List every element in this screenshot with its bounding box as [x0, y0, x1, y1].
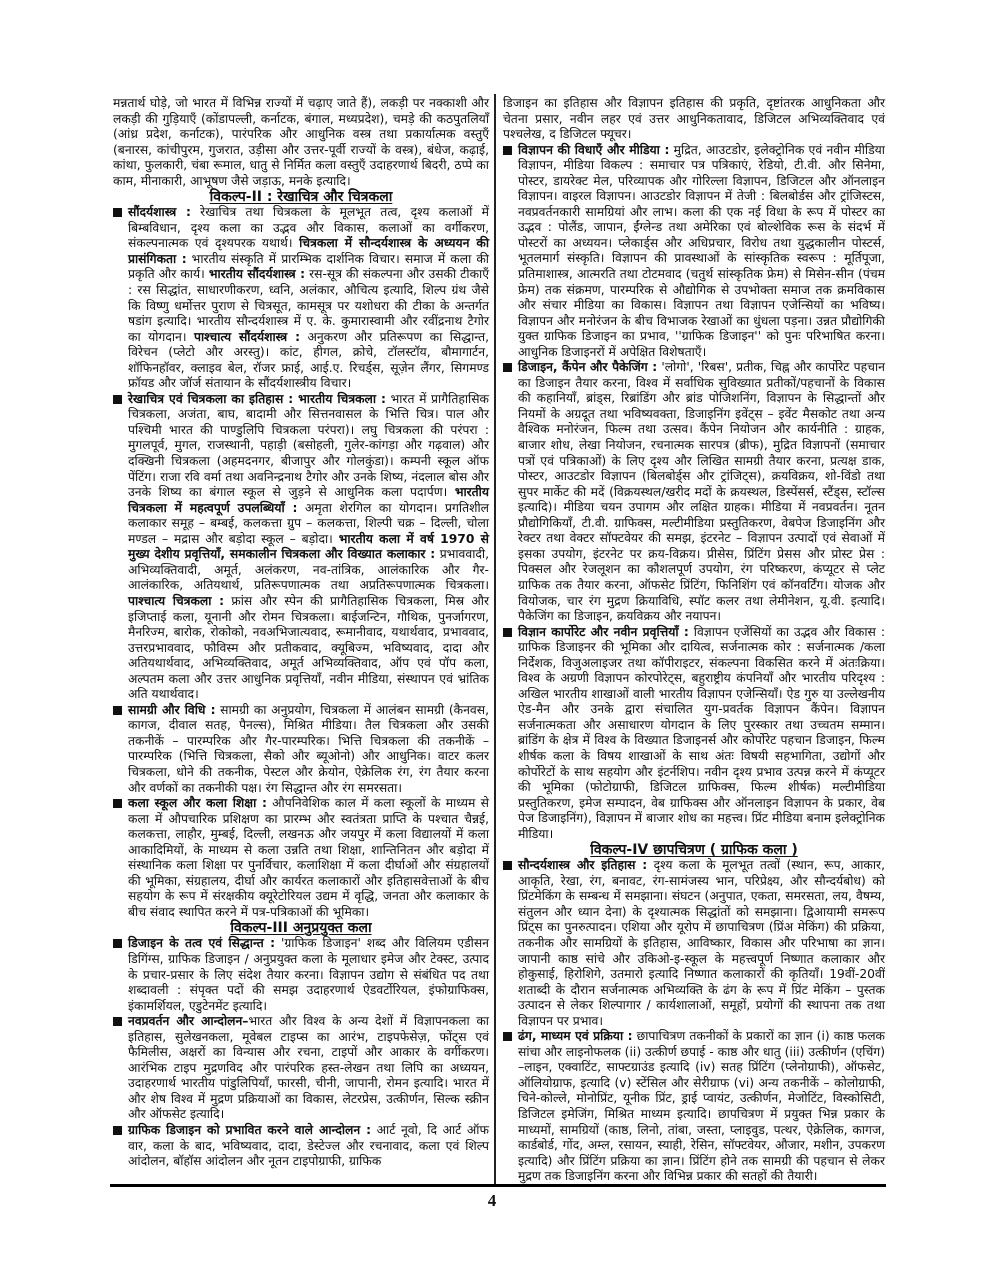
- bullet-item: [113, 1123, 489, 1170]
- bold-topic-label: डिजाइन, कैंपेन और पैकेजिंग :: [518, 360, 658, 375]
- body-text: सामग्री का अनुप्रयोग, चित्रकला में आलंबन सामग्री (कैनवस, कागज, दीवाल सतह, पैनल्स), मिश्रित मीडिया। तैल चित्रकला और उसकी तकनीकें – पारम्परिक और गैर-पारम्परिक। भित्ति चित्रकला की तकनीकें – पारम्परिक (भित्ति चित्रकला, सैको और ब्यूओनो) और आधुनिक। वाटर कलर चित्रकला, धोने की तकनीक, पेस्टल और क्रेयोन, ऐक्रेलिक रंग, रंग तैयार करना और वर्णकों का तकनीकी पक्ष। रंग सिद्धान्त और रंग समरसता।: [128, 702, 489, 795]
- body-text: मन्नतार्थ घोड़े, जो भारत में विभिन्न राज्यों में चढ़ाए जाते हैं), लकड़ी पर नक्काशी और लकड़ी की गुड़ियाएँ (कोंडापल्ली, कर्नाटक, बंगाल, मध्यप्रदेश), चमड़े की कठपुतलियाँ (आंध्र प्रदेश, कर्नाटक), पारंपरिक और आधुनिक वस्त्र तथा प्रकार्यात्मक वस्तुएँ (बनारस, कांचीपुरम, गुजरात, उड़ीसा और उत्तर-पूर्वी राज्यों के वस्त्र), बंधेज, कढ़ाई, कांथा, फुलकारी, चंबा रूमाल, धातु से निर्मित कला वस्तुएँ उदाहरणार्थ बिदरी, ठप्पे का काम, मीनाकारी, आभूषण जैसे जड़ाऊ, मनके इत्यादि।: [113, 96, 489, 188]
- body-text: अनुकरण और प्रतिरूपण का सिद्धान्त, विरेचन (प्लेटो और अरस्तु)। कांट, हीगल, क्रोचे, टॉलस्टॉय, बौमागार्टन, शॉफिनहॉवर, क्लाइव बेल, रॉजर फ्राई, आई.ए. रिचर्ड्स, सूज़ेन लैंगर, सिगमण्ड फ्रॉयड और जॉर्ज संतायान के सौंदर्यशास्त्रीय विचार।: [128, 329, 489, 391]
- square-bullet-icon: [113, 1017, 122, 1026]
- section-heading-text: विकल्प-III अनुप्रयुक्त कला: [230, 920, 372, 937]
- body-text: विज्ञापन एजेंसियों का उद्भव और विकास : ग्राफिक डिजाइनर की भूमिका और दायित्व, सर्जनात्मक कोर : सर्जनात्मक /कला निर्देशक, विजुअलाइजर तथा कॉपीराइटर, संकल्पना विकसित करने में अंतःक्रिया। विश्व के अग्रणी विज्ञापन कोरपोरेट्स, बहुराष्ट्रीय कंपनियाँ और भारतीय परिदृश्य : अखिल भारतीय शाखाओं वाली भारतीय विज्ञापन एजेन्सियाँ। ऐड गुरु या उल्लेखनीय ऐड-मैन और उनके द्वारा संचालित युग-प्रवर्तक विज्ञापन कैंपेन। विज्ञापन सर्जनात्मकता और असाधारण योगदान के लिए पुरस्कार तथा उच्चतम सम्मान। ब्रांडिंग के क्षेत्र में विश्व के विख्यात डिजाइनर्स और कोर्पोरेट पहचान डिजाइन, फिल्म शीर्षक कला के विषय शाखाओं के साथ अंतः विषयी सहभागिता, उद्योगों और कोर्पोरेटों के साथ सहयोग और इंटर्नशिप। नवीन दृश्य प्रभाव उत्पन्न करने में कंप्यूटर की भूमिका (फोटोग्राफी, डिजिटल ग्राफिक्स, फिल्म शीर्षक) मल्टीमीडिया प्रस्तुतिकरण, इमेज सम्पादन, वेब ग्राफिक्स और ऑनलाइन विज्ञापन के प्रकार, वेब पेज डिजाइनिंग), विज्ञापन में बाजार शोध का महत्त्व। प्रिंट मीडिया बनाम इलेक्ट्रोनिक मीडिया।: [518, 624, 885, 841]
- bullet-item: [503, 858, 885, 1029]
- body-text: मुद्रित, आउटडोर, इलेक्ट्रोनिक एवं नवीन मीडिया विज्ञापन, मीडिया विकल्प : समाचार पत्र पत्रिकाएं, रेडियो, टी.वी. और सिनेमा, पोस्टर, डायरेक्ट मेल, परिव्यापक और गोरिल्ला विज्ञापन, डिजिटल और ऑनलाइन विज्ञापन। वाइरल विज्ञापन। आउटडोर विज्ञापन में तेजी : बिलबोर्डस और ट्रांजिस्टस, नवप्रवर्तनकारी सामग्रियां और लाभ। कला की एक नई विधा के रूप में पोस्टर का उद्भव : पोलैंड, जापान, ईंग्लेन्ड तथा अमेरिका एवं बोल्शेविक रूस के संदर्भ में पोस्टरों का अध्ययन। प्लेकार्ड्स और अधिप्रचार, विरोध तथा युद्धकालीन पोस्टर्स, भूतलमार्ग संस्कृति। विज्ञापन की प्रावस्थाओं के सांस्कृतिक स्वरूप : मूर्तिपूजा, प्रतिमाशास्त्र, आत्मरति तथा टोटमवाद (चतुर्थ सांस्कृतिक फ्रेम) से मिसेन-सीन (पंचम फ्रेम) तक संक्रमण, पारम्परिक से औद्योगिक से उपभोक्ता समाज तक क्रमविकास और संचार मीडिया का विकास। विज्ञापन तथा विज्ञापन एजेन्सियों का भविष्य। विज्ञापन और मनोरंजन के बीच विभाजक रेखाओं का धुंधला पड़ना। उन्नत प्रौद्योगिकी युक्त ग्राफिक डिजाइन का प्रभाव, ''ग्राफिक डिजाइन'' को पुनः परिभाषित करना। आधुनिक डिजाइनरों में अपेक्षित विशेषताएँ।: [518, 142, 885, 359]
- bullet-item: [113, 205, 489, 392]
- body-text: अमृता शेरगिल का योगदान। प्रगतिशील कलाकार समूह – बम्बई, कलकत्ता ग्रुप – कलकत्ता, शिल्पी चक्र – दिल्ली, चोला मण्डल – मद्रास और बड़ोदा स्कूल – बड़ोदा।: [128, 500, 489, 546]
- bold-topic-label: पाश्चात्य चित्रकला :: [128, 593, 224, 608]
- section-heading-text: विकल्प-IV छापचित्रण ( ग्राफिक कला ): [590, 842, 798, 859]
- bold-topic-label: भारतीय कला में वर्ष 1970 से मुख्य देशीय प्रवृत्तियाँ, समकालीन चित्रकला और विख्यात कलाकार :: [128, 531, 489, 562]
- body-text: आर्ट नूवो, दि आर्ट ऑफ वार, कला के बाद, भविष्यवाद, दादा, डेस्टेज्ल और रचनावाद, कला एवं शिल्प आंदोलन, बॉहॉस आंदोलन और नूतन टाइपोग्राफी, ग्राफिक: [128, 1123, 489, 1169]
- page-number: 4: [487, 1191, 497, 1210]
- bold-topic-label: डिजाइन के तत्व एवं सिद्धान्त :: [128, 936, 275, 951]
- bold-topic-label: नवप्रवर्तन और आन्दोलन–: [128, 1014, 249, 1029]
- square-bullet-icon: [113, 208, 122, 217]
- square-bullet-icon: [113, 706, 122, 715]
- bullet-item: [113, 936, 489, 1014]
- bullet-item: [503, 360, 885, 624]
- square-bullet-icon: [113, 395, 122, 404]
- square-bullet-icon: [113, 1126, 122, 1135]
- body-text: छापाचित्रण तकनीकों के प्रकारों का ज्ञान (i) काष्ठ फलक सांचा और लाइनोफलक (ii) उत्कीर्ण छपाई - काष्ठ और धातु (iii) उत्कीर्णन (एचिंग) –लाइन, एक्वाटिंट, साफ्टग्राउंड इत्यादि (iv) सतह प्रिंटिंग (प्लेनोग्राफी), ऑफसेट, ऑलियोग्राफ, इत्यादि (v) स्टेंसिल और सेरीग्राफ (vi) अन्य तकनीकें – कोलोग्राफी, चिने-कोल्ले, मोनोप्रिंट, यूनीक प्रिंट, ड्राई प्वायंट, उत्कीर्णन, मेजोटिंट, विस्कोसिटी, डिजिटल इमेजिंग, मिश्रित माध्यम इत्यादि। छापचित्रण में प्रयुक्त भिन्न प्रकार के माध्यमों, सामग्रियों (काष्ठ, लिनो, तांबा, जस्ता, प्लाइवुड, पत्थर, ऐक्रेलिक, कागज, कार्डबोर्ड, गोंद, अम्ल, रसायन, स्याही, रेसिन, सॉफ्टवेयर, औजार, मशीन, उपकरण इत्यादि) और प्रिंटिंग प्रक्रिया का ज्ञान। प्रिंटिंग होने तक सामग्री की पहचान से लेकर मुद्रण तक डिजाइनिंग करना और विभिन्न प्रकार की सतहों की तैयारी।: [518, 1029, 885, 1184]
- bold-topic-label: सौन्दर्यशास्त्र और इतिहास :: [518, 858, 648, 873]
- bold-topic-label: रेखाचित्र एवं चित्रकला का इतिहास : भारतीय चित्रकला :: [128, 391, 386, 406]
- body-text: भारतीय संस्कृति में प्रारम्भिक दार्शनिक विचार। समाज में कला की प्रकृति और कार्य।: [128, 251, 489, 282]
- body-text: दृश्य कला के मूलभूत तत्वों (स्थान, रूप, आकार, आकृति, रेखा, रंग, बनावट, रंग-सामंजस्य भान, परिप्रेक्ष्य, और सौन्दर्यबोध) को प्रिंटमेकिंग के सम्बन्ध में समझाना। संघटन (अनुपात, एकता, समरसता, लय, वैषम्य, संतुलन और ध्यान देना) के दृश्यात्मक सिद्धांतों को समझाना। द्विआयामी समरूप प्रिंट्स का पुनरुत्पादन। एशिया और यूरोप में छापाचित्रण (प्रिंअ मेकिंग) की प्रक्रिया, तकनीक और सामग्रियों के इतिहास, आविष्कार, विकास और परिभाषा का ज्ञान। जापानी काष्ठ सांचे और उकिओ-इ-स्कूल के महत्त्वपूर्ण निष्णात कलाकार और होकुसाई, हिरोशिगे, उतमारो इत्यादि निष्णात कलाकारों की कृतियाँ। 19वीं-20वीं शताब्दी के दौरान सर्जनात्मक अभिव्यक्ति के ढंग के रूप में प्रिंट मेकिंग – पुस्तक उत्पादन से लेकर शिल्पागार / कार्यशालाओं, समूहों, प्रयोगों की स्थापना तक तथा विज्ञापन पर प्रभाव।: [518, 858, 885, 1028]
- bold-topic-label: पाश्चात्य सौंदर्यशास्त्र :: [194, 329, 300, 344]
- bullet-item: [113, 1014, 489, 1123]
- body-text: फ्रांस और स्पेन की प्रागैतिहासिक चित्रकला, मिस्र और इजिप्ताई कला, यूनानी और रोमन चित्रकला। बाईजन्टिन, गौथिक, पुनर्जागरण, मैनरिज्म, बारोक, रोकोको, नवअभिजात्यवाद, रूमानीवाद, यथार्थवाद, प्रभाववाद, उत्तरप्रभाववाद, फौविस्म और प्रतीकवाद, क्यूबिज्म, भविष्यवाद, दादा और अतियथार्थवाद, अभिव्यक्तिवाद, अमूर्त अभिव्यक्तिवाद, ऑप एवं पॉप कला, अल्पतम कला और उत्तर आधुनिक प्रवृत्तियाँ, नवीन मीडिया, संस्थापन एवं भ्रांतिक अति यथार्थवाद।: [128, 593, 489, 702]
- square-bullet-icon: [503, 363, 512, 372]
- bold-topic-label: सामग्री और विधि :: [128, 702, 216, 717]
- bold-topic-label: विज्ञापन की विधाएँ और मीडिया :: [518, 142, 670, 157]
- square-bullet-icon: [113, 939, 122, 948]
- body-text: भारत में प्रागैतिहासिक चित्रकला, अजंता, बाघ, बादामी और सित्तनवासल के भित्ति चित्र। पाल और पश्चिमी भारत की पाण्डुलिपि चित्रकला परंपरा)। लघु चित्रकला की परंपरा : मुगलपूर्व, मुगल, राजस्थानी, पहाड़ी (बसोहली, गुलेर-कांगड़ा और गढ़वाल) और दक्खिनी चित्रकला (अहमदनगर, बीजापुर और गोलकुंडा)। कम्पनी स्कूल ऑफ पेंटिंग। राजा रवि वर्मा तथा अवनिन्द्रनाथ टैगोर और उनके शिष्य, नंदलाल बोस और उनके शिष्य का बंगाल स्कूल से जुड़ने से आधुनिक कला पदार्पण।: [128, 391, 489, 500]
- square-bullet-icon: [503, 628, 512, 637]
- body-text: 'ग्राफिक डिजाइन' शब्द और विलियम एडीसन डिगिंग्स, ग्राफिक डिजाइन / अनुप्रयुक्त कला के मूलाधार इमेज और टेक्स्ट, उत्पाद के प्रचार-प्रसार के लिए संदेश तैयार करना। विज्ञापन उद्योग से संबंधित पद तथा शब्दावली : संपृक्त पदों की समझ उदाहरणार्थ ऐडवर्टोरियल, इंफोग्राफिक्स, इंकामर्शियल, एडुटेनमेंट इत्यादि।: [128, 936, 489, 1013]
- footer-rule: [110, 1184, 886, 1187]
- body-text: डिजाइन का इतिहास और विज्ञापन इतिहास की प्रकृति, दृष्टांतरक आधुनिकता और चेतना प्रसार, नवीन लहर एवं उत्तर आधुनिकतावाद, डिजिटल अभिव्यक्तिवाद एवं पश्चलेख, द डिजिटल फ्यूचर।: [503, 96, 885, 142]
- left-column: [113, 96, 489, 1170]
- right-column: [503, 96, 885, 1185]
- body-text: रेखाचित्र तथा चित्रकला के मूलभूत तत्व, दृश्य कलाओं में बिम्बविधान, दृश्य कला का उद्भव और विकास, कलाओं का वर्गीकरण, संकल्पनात्मक एवं दृश्यपरक यथार्थ।: [128, 205, 489, 251]
- bold-topic-label: ढंग, माध्यम एवं प्रक्रिया :: [518, 1029, 633, 1044]
- bold-topic-label: ग्राफिक डिजाइन को प्रभावित करने वाले आन्दोलन :: [128, 1123, 372, 1137]
- square-bullet-icon: [503, 1032, 512, 1041]
- bold-topic-label: विज्ञान कार्पोरेट और नवीन प्रवृत्तियाँ :: [518, 624, 689, 639]
- bullet-item: [113, 392, 489, 703]
- section-heading: [113, 920, 489, 936]
- section-heading: [113, 189, 489, 205]
- paragraph: [113, 96, 489, 189]
- bullet-item: [503, 143, 885, 361]
- body-text: औपनिवेशिक काल में कला स्कूलों के माध्यम से कला में औपचारिक प्रशिक्षण का प्रारम्भ और स्वतंत्रता प्राप्ति के पश्चात चैन्नई, कलकत्ता, लाहौर, मुम्बई, दिल्ली, लखनऊ और जयपुर में कला विद्यालयों में कला आकादिमियों, के माध्यम से कला उन्नति तथा शिक्षा, शान्तिनितन और बड़ोदा में संस्थानिक कला शिक्षा पर पुनर्विचार, कलाशिक्षा में कला दीर्घाओं और संग्रहालयों की भूमिका, संग्रहालय, दीर्घा और कार्यरत कलाकारों और इतिहासवेत्ताओं के बीच सहयोग के रूप में संरक्षकीय क्यूरेटोरियल उद्यम में वृद्धि, जनता और कलाकार के बीच संवाद स्थापित करने में पत्र-पत्रिकाओं की भूमिका।: [128, 796, 489, 919]
- square-bullet-icon: [503, 146, 512, 155]
- bold-topic-label: चित्रकला में सौन्दर्यशास्त्र के अध्ययन की प्रासंगिकता :: [128, 236, 490, 266]
- body-text: प्रभाववादी, अभिव्यक्तिवादी, अमूर्त, अलंकरण, नव-तांत्रिक, आलंकारिक और गैर-आलंकारिक, अतियथार्थ, प्रतिरूपणात्मक तथा अप्रतिरूपणात्मक चित्रकला।: [128, 547, 489, 593]
- square-bullet-icon: [113, 799, 122, 808]
- body-text: भारत और विश्व के अन्य देशों में विज्ञापनकला का इतिहास, सुलेखनकला, मूवेबल टाइप्स का आरंभ, टाइपफेसेज़, फोंट्स एवं फैमिलीस, अक्षरों का विन्यास और रचना, टाइपों और आकार के वर्गीकरण। आरंभिक टाइप मुद्रणविद और पारंपरिक हस्त-लेखन तथा लिपि का अध्ययन, उदाहरणार्थ भारतीय पांडुलिपियाँ, फारसी, चीनी, जापानी, रोमन इत्यादि। भारत में और शेष विश्व में मुद्रण प्रक्रियाओं का विकास, लेटरप्रेस, उत्कीर्णन, सिल्क स्क्रीन और ऑफसेट इत्यादि।: [128, 1014, 489, 1122]
- bullet-item: [503, 1029, 885, 1184]
- bullet-item: [113, 796, 489, 920]
- bold-topic-label: भारतीय चित्रकला में महत्वपूर्ण उपलब्धियाँ :: [128, 485, 489, 515]
- bold-topic-label: भारतीय सौंदर्यशास्त्र :: [208, 267, 306, 282]
- paragraph: [503, 96, 885, 143]
- bold-topic-label: कला स्कूल और कला शिक्षा :: [128, 796, 267, 811]
- column-divider: [494, 94, 496, 1184]
- section-heading-text: विकल्प-II : रेखाचित्र और चित्रकला: [209, 189, 393, 206]
- body-text: 'लोगो', 'रिबस', प्रतीक, चिह्न और कार्पोरेट पहचान का डिजाइन तैयार करना, विश्व में सर्वाधिक सुविख्यात प्रतीकों/पहचानों के विकास की कहानियाँ, ब्रांड्स, रिब्रांडिंग और ब्रांड पोजिशनिंग, विज्ञापन के सिद्धान्तों और नियमों के अग्रदूत तथा भविष्यवक्ता, डिजाइनिंग इवेंट्स – इवेंट मैसकोट तथा अन्य वैश्विक मनोरंजन, फिल्म तथा उत्सव। कैंपेन नियोजन और कार्यनीति : ग्राहक, बाजार शोध, लेखा नियोजन, रचनात्मक सारपत्र (ब्रीफ), मुद्रित विज्ञापनों (समाचार पत्रों एवं पत्रिकाओं) के लिए दृश्य और लिखित सामग्री तैयार करना, प्रत्यक्ष डाक, पोस्टर, आउटडोर विज्ञापन (बिलबोर्ड्स और ट्रांजिट्स), क्रयविक्रय, शो-विंडो तथा सुपर मार्केट की मदें (विक्रयस्थल/खरीद मदों के क्रयस्थल, डिस्पेंसर्स, स्टैंड्स, स्टॉल्स इत्यादि)। मीडिया चयन उपागम और लक्षित ग्राहक। मीडिया में नवप्रवर्तन। नूतन प्रौद्योगिकियाँ, टी.वी. ग्राफिक्स, मल्टीमीडिया प्रस्तुतिकरण, वेबपेज डिजाइनिंग और रेक्टर तथा वेक्टर सॉफ्टवेयर की समझ, इंटरनेट – विज्ञापन उत्पादों एवं सेवाओं में इसका उपयोग, इंटरनेट पर क्रय-विक्रय। प्रीसेस, प्रिंटिंग प्रेसस और प्रोस्ट प्रेस : पिक्सल और रेजलूशन का कौशलपूर्ण उपयोग, रंग परिष्करण, कंप्यूटर से प्लेट ग्राफिक तक तैयार करना, ऑफसेट प्रिंटिंग, फिनिशिंग एवं कॉनवर्टिंग। योजक और वियोजक, चार रंग मुद्रण क्रियाविधि, स्पॉट कलर तथा लेमीनेशन, यू.वी. इत्यादि। पैकेजिंग का डिजाइन, क्रयविक्रय और नयापन।: [518, 360, 885, 624]
- bullet-item: [113, 703, 489, 796]
- section-heading: [503, 842, 885, 858]
- bold-topic-label: सौंदर्यशास्त्र :: [128, 205, 191, 220]
- square-bullet-icon: [503, 861, 512, 870]
- body-text: रस-सूत्र की संकल्पना और उसकी टीकाएँ : रस सिद्धांत, साधारणीकरण, ध्वनि, अलंकार, औचित्य इत्यादि, शिल्प ग्रंथ जैसे कि विष्णु धर्मोत्तर पुराण से चित्रसूत, कामसूत्र पर यशोधरा की टीका के अन्तर्गत षडांग इत्यादि। भारतीय सौन्दर्यशास्त्र में ए. के. कुमारास्वामी और रवींद्रनाथ टैगोर का योगदान।: [128, 267, 489, 344]
- bullet-item: [503, 625, 885, 843]
